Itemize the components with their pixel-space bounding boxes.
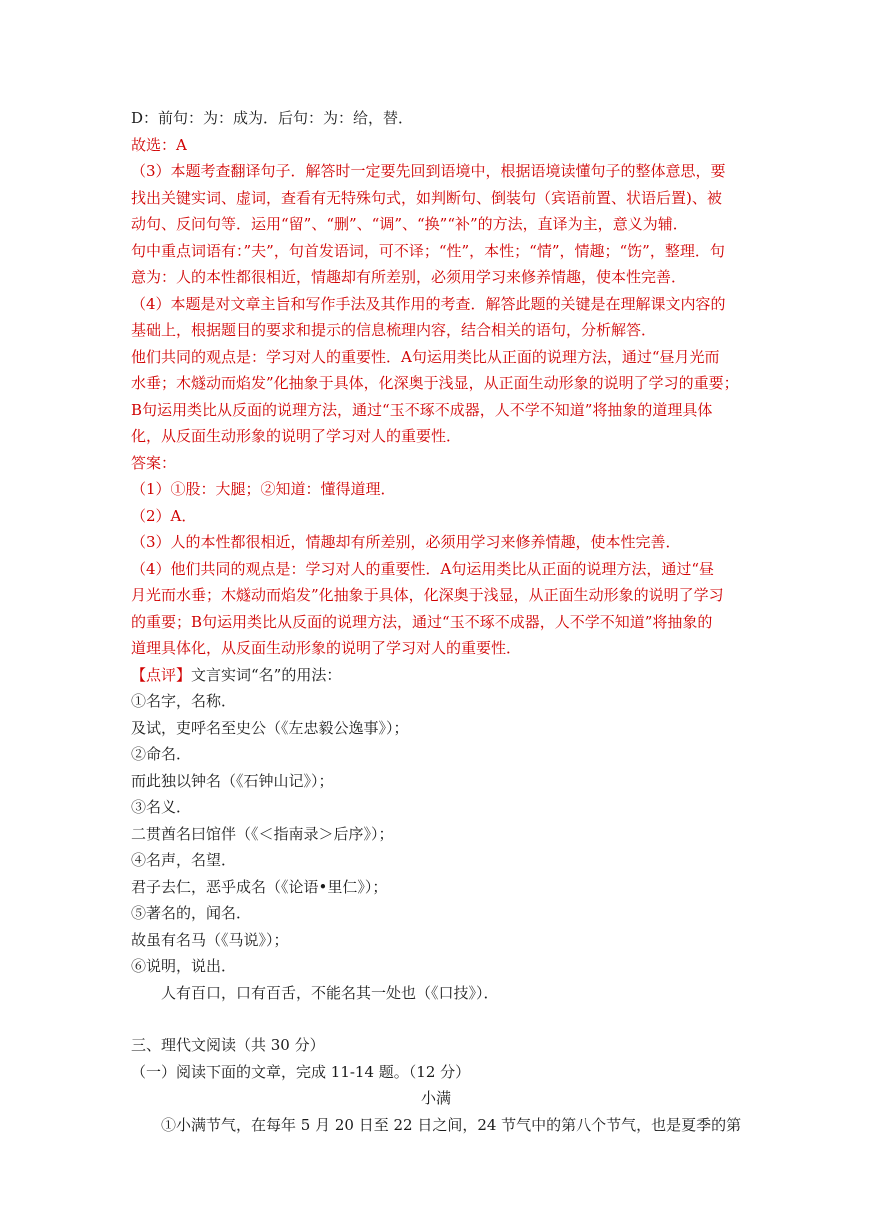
spacer — [131, 1006, 741, 1032]
section-subheading: （一）阅读下面的文章，完成 11-14 题。（12 分） — [131, 1062, 471, 1081]
comment-line: 及试，吏呼名至史公（《左忠毅公逸事》）； — [131, 718, 409, 737]
text-line: 意为：人的本性都很相近，情趣却有所差别，必须用学习来修养情趣，使本性完善． — [131, 268, 687, 286]
text-line: （4）他们共同的观点是：学习对人的重要性．A句运用类比从正面的说理方法，通过“昼 — [131, 559, 715, 578]
comment-section — [131, 662, 741, 1007]
text-line: （3）本题考查翻译句子．解答时一定要先回到语境中，根据语境读懂句子的整体意思，要 — [131, 162, 726, 180]
comment-line: ①名字，名称． — [131, 692, 237, 710]
comment-line: ④名声，名望． — [131, 851, 237, 869]
comment-line: 君子去仁，恶乎成名（《论语•里仁》）； — [131, 877, 388, 896]
text-line: 故选：A — [131, 135, 187, 154]
text-line: 水垂；木燧动而焰发”化抽象于具体，化深奥于浅显，从正面生动形象的说明了学习的重要； — [131, 374, 739, 392]
section-heading: 三、理代文阅读（共 30 分） — [131, 1036, 325, 1054]
answer-explanation — [131, 105, 741, 662]
text-line: 化，从反面生动形象的说明了学习对人的重要性． — [131, 427, 462, 445]
text-line: 基础上，根据题目的要求和提示的信息梳理内容，结合相关的语句，分析解答． — [131, 321, 657, 339]
comment-heading-line — [131, 662, 741, 689]
text-line: 月光而水垂；木燧动而焰发”化抽象于具体，化深奥于浅显，从正面生动形象的说明了学习 — [131, 586, 724, 604]
text-line: 句中重点词语有：”夫”，句首发语词，可不译；“性”，本性；“情”，情趣；“饬”，整理．句 — [131, 241, 725, 260]
text-line: 动句、反问句等．运用“留”、“删”、“调”、“换”“补”的方法，直译为主，意义为辅． — [131, 215, 688, 233]
document-content — [131, 105, 741, 1138]
comment-line: ②命名． — [131, 745, 192, 763]
comment-line: 人有百口，口有百舌，不能名其一处也（《口技》）． — [161, 983, 499, 1002]
text-line: 道理具体化，从反面生动形象的说明了学习对人的重要性． — [131, 639, 522, 657]
comment-line: 二贯酋名曰馆伴（《＜指南录＞后序》）； — [131, 824, 394, 843]
comment-label: 【点评】 — [131, 665, 192, 684]
article-paragraph: ①小满节气，在每年 5 月 20 日至 22 日之间，24 节气中的第八个节气，也是夏季的第 — [161, 1115, 742, 1134]
comment-line: ⑥说明，说出． — [131, 957, 237, 975]
comment-line: 而此独以钟名（《石钟山记》）； — [131, 771, 334, 790]
section-three — [131, 1032, 741, 1138]
comment-line: 故虽有名马（《马说》）； — [131, 930, 289, 949]
text-line: （1）①股：大腿；②知道：懂得道理． — [131, 480, 396, 498]
text-line: 找出关键实词、虚词，查看有无特殊句式，如判断句、倒装句（宾语前置、状语后置)、被 — [131, 188, 722, 207]
text-line: 答案： — [131, 453, 177, 472]
text-line: （2）A． — [131, 506, 197, 525]
comment-line: ③名义． — [131, 798, 192, 816]
text-line: D：前句：为：成为．后句：为：给，替． — [131, 109, 414, 127]
text-line: 他们共同的观点是：学习对人的重要性．A句运用类比从正面的说理方法，通过“昼月光而 — [131, 347, 720, 366]
text-line: （3）人的本性都很相近，情趣却有所差别，必须用学习来修养情趣，使本性完善． — [131, 533, 681, 551]
text-line: 的重要；B句运用类比从反面的说理方法，通过“玉不琢不成器，人不学不知道”将抽象的 — [131, 612, 713, 631]
comment-line: ⑤著名的，闻名． — [131, 904, 252, 922]
text-line: B句运用类比从反面的说理方法，通过“玉不琢不成器，人不学不知道”将抽象的道理具体 — [131, 400, 713, 419]
article-title: 小满 — [420, 1089, 451, 1107]
text-line: （4）本题是对文章主旨和写作手法及其作用的考查．解答此题的关键是在理解课文内容的 — [131, 294, 726, 313]
comment-heading: 文言实词“名”的用法： — [191, 665, 342, 684]
